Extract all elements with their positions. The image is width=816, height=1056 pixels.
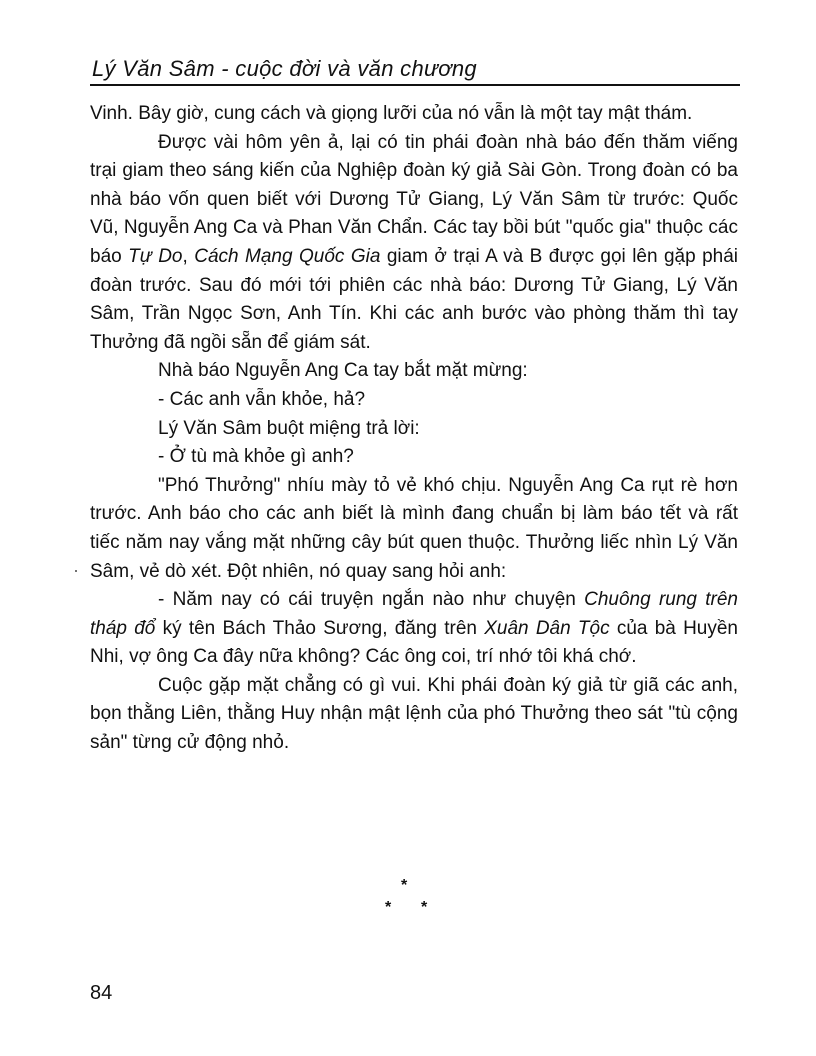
dialogue-line-3 [90,586,738,672]
dialogue-line-1: - Các anh vẫn khỏe, hả? [158,388,366,410]
paragraph-2-end: giam ở trại A và B được gọi lên gặp phái đoàn trước. Sau đó mới tới phiên các nhà báo: Dương Tử Giang, Lý Văn Sâm, Trần Ngọc Sơn, Anh Tín. Khi các anh bước vào phòng thăm thì tay Thưởng đã ngồi sẵn để giám sát. [90,245,739,353]
body-text [90,100,738,758]
paragraph-2-separator: , [182,245,195,267]
story-title-chuong-rung: Chuông rung trên tháp đổ [90,589,738,639]
scan-speck [75,570,77,572]
dialogue-line-3-start: - Năm nay có cái truyện ngắn nào như chuyện [158,589,585,611]
dialogue-line-3-end: của bà Huyền Nhi, vợ ông Ca đây nữa không? Các ông coi, trí nhớ tôi khá chớ. [90,617,738,668]
asterisk-icon: * [385,899,392,916]
dialogue-line-3-mid: ký tên Bách Thảo Sương, đăng trên [155,617,485,639]
paragraph-7: "Phó Thưởng" nhíu mày tỏ vẻ khó chịu. Nguyễn Ang Ca rụt rè hơn trước. Anh báo cho các anh biết là mình đang chuẩn bị làm báo tết và rất tiếc năm nay vắng mặt những cây bút quen thuộc. Thưởng liếc nhìn Lý Văn Sâm, vẻ dò xét. Đột nhiên, nó quay sang hỏi anh: [90,474,738,582]
newspaper-title-tu-do: Tự Do [128,245,183,267]
running-head [90,50,740,86]
newspaper-title-cach-mang-quoc-gia: Cách Mạng Quốc Gia [194,245,381,267]
dialogue-line-2: - Ở tù mà khỏe gì anh? [158,446,354,468]
asterisk-icon: * [421,899,428,916]
paragraph-5: Lý Văn Sâm buột miệng trả lời: [158,417,420,439]
running-head-title: Lý Văn Sâm - cuộc đời và văn chương [92,56,477,81]
page-number: 84 [90,982,113,1004]
paragraph-2 [90,129,738,358]
paragraph-1: Vinh. Bây giờ, cung cách và giọng lưỡi của nó vẫn là một tay mật thám. [90,103,693,124]
paragraph-3: Nhà báo Nguyễn Ang Ca tay bắt mặt mừng: [158,360,528,382]
paragraph-9: Cuộc gặp mặt chẳng có gì vui. Khi phái đoàn ký giả từ giã các anh, bọn thằng Liên, thằng Huy nhận mật lệnh của phó Thưởng theo sát "tù cộng sản" từng cử động nhỏ. [90,674,738,754]
asterisk-icon: * [401,877,408,894]
paragraph-2-text: Được vài hôm yên ả, lại có tin phái đoàn nhà báo đến thăm viếng trại giam theo sáng kiến của Nghiệp đoàn ký giả Sài Gòn. Trong đoàn có ba nhà báo vốn quen biết với Dương Tử Giang, Lý Văn Sâm từ trước: Quốc Vũ, Nguyễn Ang Ca và Phan Văn Chẩn. Các tay bồi bút "quốc gia" thuộc các báo [90,131,738,267]
publication-title-xuan-dan-toc: Xuân Dân Tộc [484,617,610,639]
